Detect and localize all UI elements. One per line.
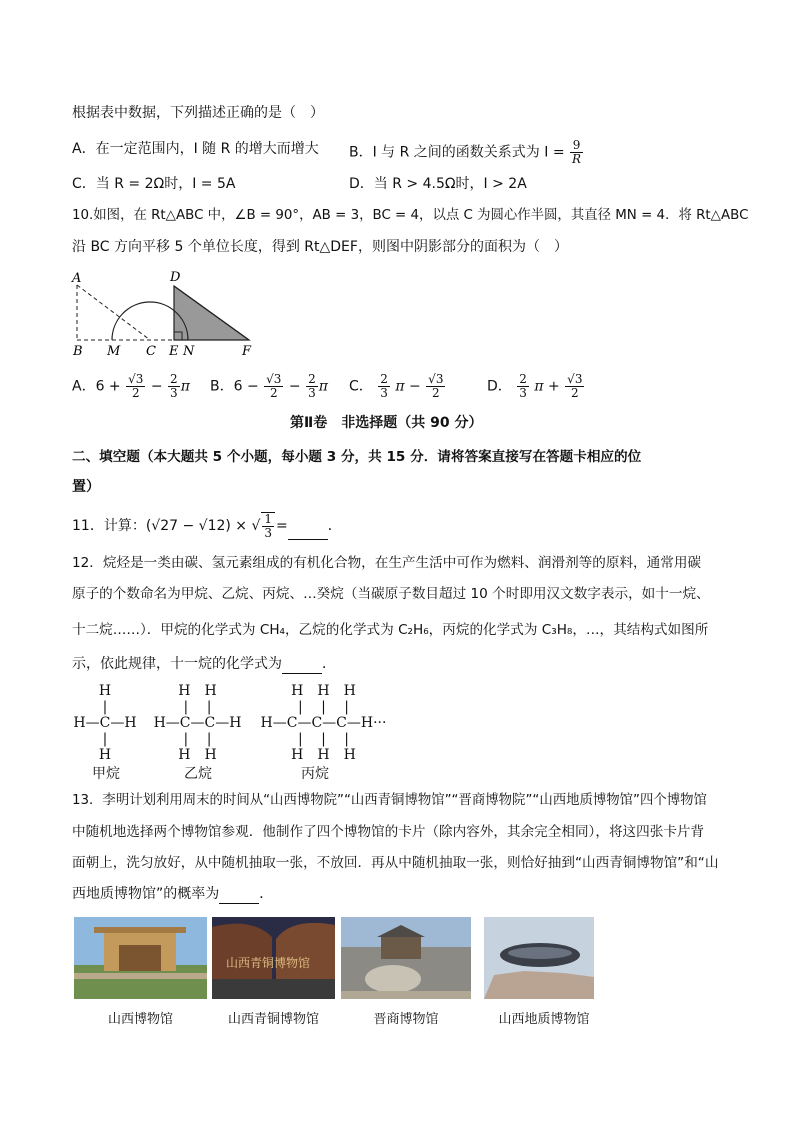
photo-geology-museum-image: [484, 917, 594, 999]
frac-num: √3: [128, 372, 144, 386]
q9-option-b: [349, 139, 584, 166]
q10-option-a: [72, 373, 190, 400]
opt-a-frac2: [168, 373, 180, 400]
frac-den: 3: [519, 386, 527, 400]
q10-line2: 沿 BC 方向平移 5 个单位长度，得到 Rt△DEF，则图中阴影部分的面积为（ ）: [72, 239, 568, 255]
opt-b-frac1: [264, 373, 283, 400]
sqrt-sign: √: [251, 518, 261, 534]
q13-line4-text: 西地质博物馆”的概率为: [72, 886, 220, 902]
q12-line3: 十二烷……）．甲烷的化学式为 CH₄，乙烷的化学式为 C₂H₆，丙烷的化学式为 C₃H₈，…，其结构式如图所: [72, 622, 709, 638]
pi: π: [318, 378, 328, 395]
opt-c-frac2: [426, 373, 445, 400]
q12-line4: [72, 654, 336, 674]
pi: π: [180, 378, 190, 395]
frac-num: 2: [170, 372, 178, 386]
pi-plus: π +: [534, 378, 560, 395]
caption-bronze-museum: 山西青铜博物馆: [227, 1012, 319, 1027]
photo-shanxi-museum-image: [74, 917, 207, 999]
struct-row: H: [98, 683, 112, 699]
opt-a-prefix: A．6 +: [72, 378, 121, 395]
q13-line1: 13．李明计划利用周末的时间从“山西博物院”“山西青铜博物馆”“晋商博物院”“山西地质博物馆”四个博物馆: [72, 793, 707, 808]
label-m: M: [107, 344, 121, 359]
photo-shanxi-museum: [74, 917, 207, 999]
q13-line4: [72, 884, 273, 904]
frac-den: 2: [269, 386, 278, 400]
q11-fraction: [261, 512, 275, 540]
struct-row: H H: [178, 683, 217, 699]
caption-geology-museum: 山西地质博物馆: [498, 1012, 590, 1027]
photo-jinshang-museum-image: [341, 917, 471, 999]
struct-row: |: [102, 731, 108, 747]
photo-bronze-museum-image: [212, 917, 335, 999]
q9-stem: 根据表中数据，下列描述正确的是（ ）: [72, 105, 324, 121]
label-b: B: [73, 344, 83, 359]
caption-shanxi-museum: 山西博物馆: [107, 1012, 173, 1027]
label-propane: 丙烷: [301, 766, 329, 782]
q9-fraction: [570, 139, 583, 166]
frac-numerator: 9: [570, 139, 583, 153]
q10-line1: 10.如图，在 Rt△ABC 中，∠B = 90°，AB = 3，BC = 4，以点 C 为圆心作半圆，其直径 MN = 4．将 Rt△ABC: [72, 208, 749, 223]
q9-option-b-text: B．I 与 R 之间的函数关系式为 I =: [349, 144, 565, 161]
section2-heading-line1: 二、填空题（本大题共 5 个小题，每小题 3 分，共 15 分．请将答案直接写在答题卡相应的位: [72, 449, 642, 465]
opt-d-frac2: [565, 373, 584, 400]
frac-den: 3: [264, 526, 273, 540]
q12-line4-end: ．: [322, 656, 336, 672]
frac-num: √3: [567, 372, 583, 386]
opt-c-frac1: [378, 373, 390, 400]
struct-row: H H: [178, 747, 217, 763]
answer-blank[interactable]: [288, 525, 328, 540]
struct-row: | |: [183, 731, 212, 747]
frac-den: 2: [431, 386, 440, 400]
q12-line2: 原子的个数命名为甲烷、乙烷、丙烷、…癸烷（当碳原子数目超过 10 个时即用汉文数字表示，如十一烷、: [72, 586, 710, 602]
label-e: E: [169, 344, 179, 359]
frac-num: 2: [380, 372, 388, 386]
struct-row: | | |: [297, 699, 350, 715]
struct-row: | |: [183, 699, 212, 715]
q13-line2: 中随机地选择两个博物馆参观．他制作了四个博物馆的卡片（除内容外，其余完全相同），将这四张卡片背: [72, 824, 705, 840]
frac-denominator: R: [572, 152, 582, 166]
answer-blank[interactable]: [219, 889, 259, 904]
q9-option-a: A．在一定范围内，I 随 R 的增大而增大: [72, 141, 319, 157]
structure-propane: [256, 683, 391, 763]
frac-den: 2: [570, 386, 579, 400]
q13-line4-end: ．: [259, 886, 274, 902]
photo-jinshang-museum: [341, 917, 471, 999]
q10-figure: [70, 268, 260, 360]
structure-ethane: [150, 683, 245, 763]
struct-row: H—C—C—C—H···: [260, 715, 387, 731]
section2-heading-line2: 置）: [72, 479, 100, 495]
opt-a-frac1: [126, 373, 145, 400]
pi-minus: π −: [395, 378, 421, 395]
q11-end: ．: [327, 518, 342, 534]
frac-den: 3: [308, 386, 316, 400]
q9-option-c: C．当 R = 2Ω时，I = 5A: [72, 176, 236, 192]
frac-den: 3: [170, 386, 178, 400]
photo-bronze-museum: [212, 917, 335, 999]
frac-num: √3: [428, 372, 444, 386]
q11-prefix: 11．计算：(√27 − √12) ×: [72, 518, 252, 534]
opt-d-frac1: [517, 373, 529, 400]
photo-geology-museum: [484, 917, 594, 999]
struct-row: H: [98, 747, 112, 763]
q11-equals: =: [276, 518, 288, 534]
q13-line3: 面朝上，洗匀放好，从中随机抽取一张，不放回．再从中随机抽取一张，则恰好抽到“山西青铜博物馆”和“山: [72, 855, 719, 871]
structure-methane: [73, 683, 137, 763]
answer-blank[interactable]: [282, 659, 322, 674]
label-ethane: 乙烷: [184, 766, 212, 782]
struct-row: H H H: [291, 747, 356, 763]
struct-row: H—C—H: [73, 715, 137, 731]
struct-row: |: [102, 699, 108, 715]
frac-den: 2: [131, 386, 140, 400]
caption-jinshang-museum: 晋商博物馆: [373, 1012, 439, 1027]
frac-num: 2: [308, 372, 316, 386]
struct-row: | | |: [297, 731, 350, 747]
opt-a-minus: −: [150, 378, 163, 395]
struct-row: H H H: [291, 683, 356, 699]
ac-dashed: [77, 285, 150, 340]
q12-line1: 12．烷烃是一类由碳、氢元素组成的有机化合物，在生产生活中可作为燃料、润滑剂等的原料，通常用碳: [72, 555, 702, 571]
label-a: A: [72, 271, 82, 286]
opt-b-minus: −: [288, 378, 301, 395]
photo-sign-text: 山西青铜博物馆: [226, 956, 311, 970]
frac-num: 2: [519, 372, 527, 386]
q10-option-c: [349, 373, 446, 400]
q11: [72, 512, 342, 540]
label-d: D: [170, 270, 181, 285]
frac-num: 1: [264, 512, 273, 526]
opt-b-prefix: B．6 −: [210, 378, 259, 395]
opt-d-prefix: D．: [487, 378, 512, 395]
q10-option-d: [487, 373, 585, 400]
label-methane: 甲烷: [92, 766, 120, 782]
frac-num: √3: [266, 372, 282, 386]
q9-option-d: D．当 R > 4.5Ω时，I > 2A: [349, 176, 527, 192]
struct-row: H—C—C—H: [153, 715, 242, 731]
label-n: N: [183, 344, 195, 359]
q10-option-b: [210, 373, 328, 400]
frac-den: 3: [380, 386, 388, 400]
q12-line4-text: 示，依此规律，十一烷的化学式为: [72, 656, 282, 672]
label-c: C: [146, 344, 156, 359]
label-f: F: [242, 344, 252, 359]
opt-b-frac2: [306, 373, 318, 400]
opt-c-prefix: C．: [349, 378, 373, 395]
section2-title: 第Ⅱ卷 非选择题（共 90 分）: [290, 415, 483, 431]
